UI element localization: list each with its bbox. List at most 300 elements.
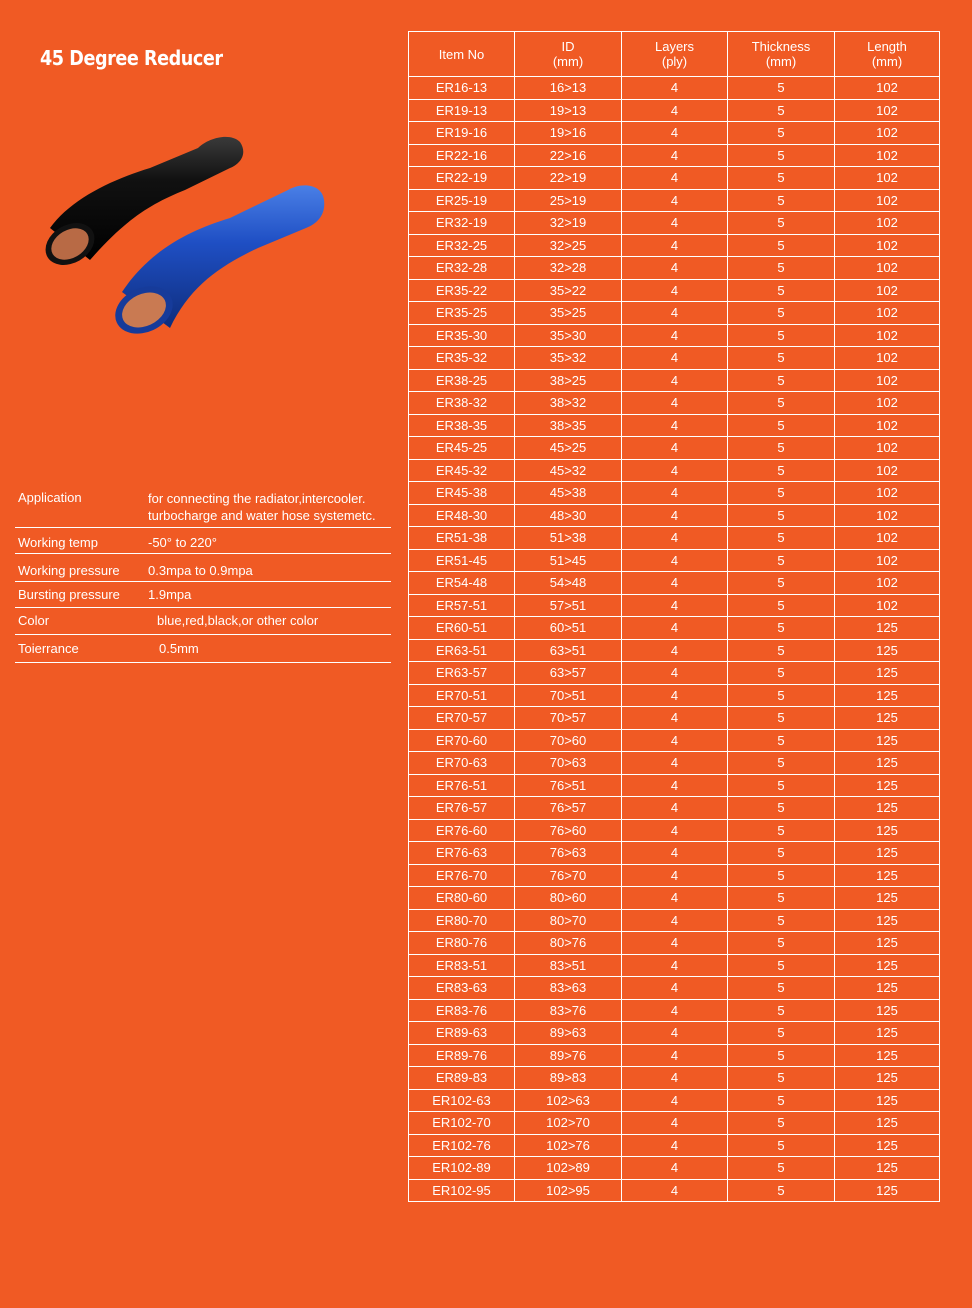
table-row — [409, 414, 940, 437]
page-title: 45 Degree Reducer — [40, 46, 223, 70]
cell-item-no: ER89-83 — [409, 1067, 515, 1090]
table-row — [409, 1022, 940, 1045]
cell-layers: 4 — [622, 729, 728, 752]
cell-thickness: 5 — [728, 324, 835, 347]
cell-thickness: 5 — [728, 1112, 835, 1135]
cell-id: 80>60 — [515, 887, 622, 910]
table-row — [409, 504, 940, 527]
cell-id: 38>25 — [515, 369, 622, 392]
cell-layers: 4 — [622, 842, 728, 865]
spec-list — [15, 484, 391, 663]
cell-layers: 4 — [622, 99, 728, 122]
table-row — [409, 549, 940, 572]
cell-thickness: 5 — [728, 977, 835, 1000]
cell-layers: 4 — [622, 752, 728, 775]
cell-layers: 4 — [622, 1022, 728, 1045]
cell-thickness: 5 — [728, 887, 835, 910]
cell-id: 102>63 — [515, 1089, 622, 1112]
cell-layers: 4 — [622, 414, 728, 437]
cell-layers: 4 — [622, 302, 728, 325]
cell-id: 83>51 — [515, 954, 622, 977]
table-row — [409, 302, 940, 325]
table-row — [409, 1157, 940, 1180]
cell-layers: 4 — [622, 572, 728, 595]
spec-value: 0.3mpa to 0.9mpa — [148, 563, 253, 578]
cell-length: 102 — [835, 144, 940, 167]
cell-length: 125 — [835, 819, 940, 842]
cell-layers: 4 — [622, 504, 728, 527]
cell-thickness: 5 — [728, 1134, 835, 1157]
spec-value: 1.9mpa — [148, 587, 192, 602]
table-row — [409, 1067, 940, 1090]
cell-thickness: 5 — [728, 302, 835, 325]
cell-layers: 4 — [622, 437, 728, 460]
cell-length: 125 — [835, 752, 940, 775]
cell-length: 125 — [835, 617, 940, 640]
cell-item-no: ER38-35 — [409, 414, 515, 437]
table-row — [409, 122, 940, 145]
cell-layers: 4 — [622, 549, 728, 572]
cell-item-no: ER70-51 — [409, 684, 515, 707]
cell-length: 102 — [835, 482, 940, 505]
cell-id: 76>57 — [515, 797, 622, 820]
cell-id: 89>63 — [515, 1022, 622, 1045]
cell-layers: 4 — [622, 1067, 728, 1090]
cell-item-no: ER32-25 — [409, 234, 515, 257]
cell-item-no: ER48-30 — [409, 504, 515, 527]
cell-item-no: ER54-48 — [409, 572, 515, 595]
spec-label: Color — [18, 613, 50, 628]
cell-length: 102 — [835, 504, 940, 527]
cell-layers: 4 — [622, 527, 728, 550]
cell-layers: 4 — [622, 122, 728, 145]
cell-thickness: 5 — [728, 572, 835, 595]
table-row — [409, 482, 940, 505]
cell-length: 102 — [835, 369, 940, 392]
cell-id: 35>32 — [515, 347, 622, 370]
cell-length: 125 — [835, 707, 940, 730]
cell-id: 76>60 — [515, 819, 622, 842]
spec-row-bursting-pressure — [15, 582, 391, 608]
cell-id: 102>95 — [515, 1179, 622, 1202]
cell-layers: 4 — [622, 234, 728, 257]
cell-thickness: 5 — [728, 932, 835, 955]
cell-thickness: 5 — [728, 1179, 835, 1202]
spec-value: blue,red,black,or other color — [157, 613, 319, 628]
cell-item-no: ER45-32 — [409, 459, 515, 482]
cell-id: 89>76 — [515, 1044, 622, 1067]
cell-id: 102>70 — [515, 1112, 622, 1135]
header-thickness: Thickness (mm) — [728, 32, 835, 77]
cell-item-no: ER102-63 — [409, 1089, 515, 1112]
spec-label: Working temp — [18, 535, 98, 550]
cell-thickness: 5 — [728, 347, 835, 370]
cell-layers: 4 — [622, 257, 728, 280]
cell-id: 80>70 — [515, 909, 622, 932]
cell-length: 125 — [835, 797, 940, 820]
cell-length: 102 — [835, 279, 940, 302]
spec-label: Application — [18, 490, 82, 505]
cell-thickness: 5 — [728, 99, 835, 122]
cell-thickness: 5 — [728, 392, 835, 415]
cell-item-no: ER35-25 — [409, 302, 515, 325]
cell-length: 102 — [835, 414, 940, 437]
cell-item-no: ER70-60 — [409, 729, 515, 752]
cell-layers: 4 — [622, 482, 728, 505]
table-body — [409, 77, 940, 1202]
cell-thickness: 5 — [728, 482, 835, 505]
cell-thickness: 5 — [728, 437, 835, 460]
table-row — [409, 99, 940, 122]
cell-item-no: ER35-22 — [409, 279, 515, 302]
cell-layers: 4 — [622, 887, 728, 910]
table-row — [409, 1134, 940, 1157]
table-row — [409, 144, 940, 167]
spec-value — [148, 484, 391, 527]
cell-length: 102 — [835, 549, 940, 572]
cell-layers: 4 — [622, 977, 728, 1000]
cell-length: 102 — [835, 212, 940, 235]
cell-length: 102 — [835, 77, 940, 100]
cell-id: 45>25 — [515, 437, 622, 460]
spec-row-tolerance — [15, 635, 391, 663]
product-photo — [30, 120, 340, 370]
cell-item-no: ER102-89 — [409, 1157, 515, 1180]
cell-item-no: ER16-13 — [409, 77, 515, 100]
cell-layers: 4 — [622, 932, 728, 955]
cell-layers: 4 — [622, 392, 728, 415]
spec-row-working-temp — [15, 528, 391, 554]
table-row — [409, 729, 940, 752]
cell-item-no: ER57-51 — [409, 594, 515, 617]
cell-length: 125 — [835, 864, 940, 887]
cell-thickness: 5 — [728, 257, 835, 280]
cell-length: 102 — [835, 594, 940, 617]
cell-id: 63>57 — [515, 662, 622, 685]
table-row — [409, 77, 940, 100]
table-row — [409, 662, 940, 685]
cell-layers: 4 — [622, 189, 728, 212]
cell-id: 70>51 — [515, 684, 622, 707]
cell-id: 22>16 — [515, 144, 622, 167]
cell-item-no: ER51-45 — [409, 549, 515, 572]
cell-length: 125 — [835, 1044, 940, 1067]
cell-item-no: ER63-51 — [409, 639, 515, 662]
cell-length: 125 — [835, 774, 940, 797]
cell-thickness: 5 — [728, 414, 835, 437]
cell-item-no: ER80-70 — [409, 909, 515, 932]
cell-id: 76>51 — [515, 774, 622, 797]
cell-layers: 4 — [622, 639, 728, 662]
table-row — [409, 167, 940, 190]
table-row — [409, 887, 940, 910]
cell-item-no: ER76-51 — [409, 774, 515, 797]
cell-thickness: 5 — [728, 617, 835, 640]
spec-label: Working pressure — [18, 563, 120, 578]
cell-length: 102 — [835, 122, 940, 145]
cell-layers: 4 — [622, 954, 728, 977]
cell-layers: 4 — [622, 144, 728, 167]
table-row — [409, 819, 940, 842]
cell-length: 125 — [835, 729, 940, 752]
cell-layers: 4 — [622, 819, 728, 842]
cell-item-no: ER102-95 — [409, 1179, 515, 1202]
header-layers: Layers (ply) — [622, 32, 728, 77]
cell-thickness: 5 — [728, 842, 835, 865]
cell-item-no: ER38-32 — [409, 392, 515, 415]
spec-label: Toierrance — [18, 641, 79, 656]
cell-id: 35>22 — [515, 279, 622, 302]
cell-id: 83>63 — [515, 977, 622, 1000]
cell-layers: 4 — [622, 1157, 728, 1180]
cell-layers: 4 — [622, 864, 728, 887]
cell-id: 80>76 — [515, 932, 622, 955]
cell-id: 22>19 — [515, 167, 622, 190]
cell-item-no: ER32-19 — [409, 212, 515, 235]
cell-layers: 4 — [622, 662, 728, 685]
spec-value: 0.5mm — [159, 641, 199, 656]
cell-thickness: 5 — [728, 144, 835, 167]
cell-item-no: ER25-19 — [409, 189, 515, 212]
cell-item-no: ER83-63 — [409, 977, 515, 1000]
cell-item-no: ER102-76 — [409, 1134, 515, 1157]
cell-layers: 4 — [622, 279, 728, 302]
cell-length: 125 — [835, 1112, 940, 1135]
table-row — [409, 999, 940, 1022]
table-row — [409, 279, 940, 302]
cell-length: 125 — [835, 932, 940, 955]
table-row — [409, 684, 940, 707]
cell-thickness: 5 — [728, 662, 835, 685]
spec-row-working-pressure — [15, 554, 391, 582]
cell-thickness: 5 — [728, 1157, 835, 1180]
cell-id: 32>19 — [515, 212, 622, 235]
cell-length: 125 — [835, 1089, 940, 1112]
table-row — [409, 909, 940, 932]
header-item-no: Item No — [409, 32, 515, 77]
cell-item-no: ER70-57 — [409, 707, 515, 730]
table-row — [409, 459, 940, 482]
table-row — [409, 639, 940, 662]
cell-length: 102 — [835, 99, 940, 122]
cell-thickness: 5 — [728, 594, 835, 617]
cell-length: 125 — [835, 887, 940, 910]
cell-thickness: 5 — [728, 909, 835, 932]
spec-row-color — [15, 608, 391, 635]
cell-thickness: 5 — [728, 1089, 835, 1112]
table-row — [409, 369, 940, 392]
cell-layers: 4 — [622, 1179, 728, 1202]
cell-id: 63>51 — [515, 639, 622, 662]
cell-thickness: 5 — [728, 819, 835, 842]
cell-id: 51>38 — [515, 527, 622, 550]
cell-id: 51>45 — [515, 549, 622, 572]
cell-thickness: 5 — [728, 954, 835, 977]
cell-thickness: 5 — [728, 504, 835, 527]
spec-table — [408, 31, 940, 1202]
table-row — [409, 617, 940, 640]
cell-thickness: 5 — [728, 752, 835, 775]
cell-thickness: 5 — [728, 1044, 835, 1067]
cell-item-no: ER45-38 — [409, 482, 515, 505]
reducer-hose-icon — [30, 120, 340, 370]
table-row — [409, 977, 940, 1000]
cell-thickness: 5 — [728, 459, 835, 482]
cell-length: 102 — [835, 302, 940, 325]
cell-layers: 4 — [622, 684, 728, 707]
cell-layers: 4 — [622, 212, 728, 235]
cell-length: 125 — [835, 1022, 940, 1045]
cell-item-no: ER19-13 — [409, 99, 515, 122]
cell-id: 35>30 — [515, 324, 622, 347]
cell-layers: 4 — [622, 1089, 728, 1112]
cell-id: 48>30 — [515, 504, 622, 527]
cell-id: 54>48 — [515, 572, 622, 595]
cell-length: 102 — [835, 347, 940, 370]
table-row — [409, 752, 940, 775]
cell-item-no: ER38-25 — [409, 369, 515, 392]
cell-length: 102 — [835, 189, 940, 212]
cell-thickness: 5 — [728, 639, 835, 662]
cell-length: 102 — [835, 392, 940, 415]
cell-layers: 4 — [622, 594, 728, 617]
cell-length: 125 — [835, 1157, 940, 1180]
cell-item-no: ER70-63 — [409, 752, 515, 775]
cell-thickness: 5 — [728, 774, 835, 797]
cell-id: 19>13 — [515, 99, 622, 122]
spec-value-line: for connecting the radiator,intercooler. — [148, 491, 366, 506]
cell-layers: 4 — [622, 617, 728, 640]
cell-thickness: 5 — [728, 1022, 835, 1045]
cell-length: 125 — [835, 977, 940, 1000]
cell-layers: 4 — [622, 369, 728, 392]
cell-thickness: 5 — [728, 1067, 835, 1090]
cell-layers: 4 — [622, 1134, 728, 1157]
cell-item-no: ER19-16 — [409, 122, 515, 145]
cell-id: 45>38 — [515, 482, 622, 505]
cell-length: 102 — [835, 527, 940, 550]
cell-id: 102>76 — [515, 1134, 622, 1157]
cell-item-no: ER45-25 — [409, 437, 515, 460]
table-row — [409, 212, 940, 235]
cell-item-no: ER76-60 — [409, 819, 515, 842]
cell-thickness: 5 — [728, 729, 835, 752]
cell-item-no: ER76-63 — [409, 842, 515, 865]
table-row — [409, 527, 940, 550]
cell-length: 125 — [835, 684, 940, 707]
table-row — [409, 347, 940, 370]
table-row — [409, 954, 940, 977]
cell-id: 45>32 — [515, 459, 622, 482]
spec-row-application — [15, 484, 391, 528]
cell-thickness: 5 — [728, 549, 835, 572]
spec-value-line: turbocharge and water hose systemetc. — [148, 508, 376, 523]
cell-length: 125 — [835, 1134, 940, 1157]
table-row — [409, 1112, 940, 1135]
cell-length: 125 — [835, 999, 940, 1022]
cell-length: 125 — [835, 954, 940, 977]
cell-layers: 4 — [622, 909, 728, 932]
table-row — [409, 842, 940, 865]
cell-length: 125 — [835, 909, 940, 932]
cell-item-no: ER102-70 — [409, 1112, 515, 1135]
cell-id: 38>32 — [515, 392, 622, 415]
cell-length: 102 — [835, 437, 940, 460]
table-row — [409, 392, 940, 415]
cell-item-no: ER51-38 — [409, 527, 515, 550]
cell-thickness: 5 — [728, 167, 835, 190]
cell-item-no: ER76-70 — [409, 864, 515, 887]
cell-item-no: ER80-76 — [409, 932, 515, 955]
cell-length: 125 — [835, 662, 940, 685]
cell-thickness: 5 — [728, 864, 835, 887]
table-row — [409, 1089, 940, 1112]
table-row — [409, 572, 940, 595]
cell-thickness: 5 — [728, 369, 835, 392]
cell-layers: 4 — [622, 459, 728, 482]
cell-id: 35>25 — [515, 302, 622, 325]
cell-id: 32>25 — [515, 234, 622, 257]
cell-thickness: 5 — [728, 234, 835, 257]
cell-item-no: ER89-63 — [409, 1022, 515, 1045]
cell-thickness: 5 — [728, 77, 835, 100]
cell-layers: 4 — [622, 1044, 728, 1067]
cell-item-no: ER89-76 — [409, 1044, 515, 1067]
cell-item-no: ER63-57 — [409, 662, 515, 685]
cell-id: 76>63 — [515, 842, 622, 865]
cell-thickness: 5 — [728, 122, 835, 145]
cell-length: 102 — [835, 459, 940, 482]
cell-id: 70>60 — [515, 729, 622, 752]
spec-label: Bursting pressure — [18, 587, 120, 602]
cell-layers: 4 — [622, 999, 728, 1022]
table-row — [409, 1044, 940, 1067]
table-row — [409, 707, 940, 730]
cell-length: 125 — [835, 639, 940, 662]
table-row — [409, 437, 940, 460]
cell-id: 102>89 — [515, 1157, 622, 1180]
cell-length: 125 — [835, 842, 940, 865]
header-id: ID (mm) — [515, 32, 622, 77]
table-row — [409, 774, 940, 797]
cell-thickness: 5 — [728, 999, 835, 1022]
cell-item-no: ER76-57 — [409, 797, 515, 820]
cell-item-no: ER35-30 — [409, 324, 515, 347]
cell-id: 16>13 — [515, 77, 622, 100]
table-row — [409, 189, 940, 212]
cell-length: 102 — [835, 257, 940, 280]
cell-thickness: 5 — [728, 684, 835, 707]
cell-layers: 4 — [622, 774, 728, 797]
cell-id: 70>57 — [515, 707, 622, 730]
cell-item-no: ER60-51 — [409, 617, 515, 640]
cell-thickness: 5 — [728, 797, 835, 820]
cell-thickness: 5 — [728, 189, 835, 212]
cell-layers: 4 — [622, 324, 728, 347]
table-row — [409, 932, 940, 955]
cell-id: 38>35 — [515, 414, 622, 437]
cell-id: 76>70 — [515, 864, 622, 887]
cell-length: 125 — [835, 1067, 940, 1090]
cell-id: 83>76 — [515, 999, 622, 1022]
table-header-row — [409, 32, 940, 77]
table-row — [409, 234, 940, 257]
cell-item-no: ER22-16 — [409, 144, 515, 167]
cell-id: 25>19 — [515, 189, 622, 212]
cell-thickness: 5 — [728, 212, 835, 235]
cell-layers: 4 — [622, 347, 728, 370]
cell-id: 60>51 — [515, 617, 622, 640]
